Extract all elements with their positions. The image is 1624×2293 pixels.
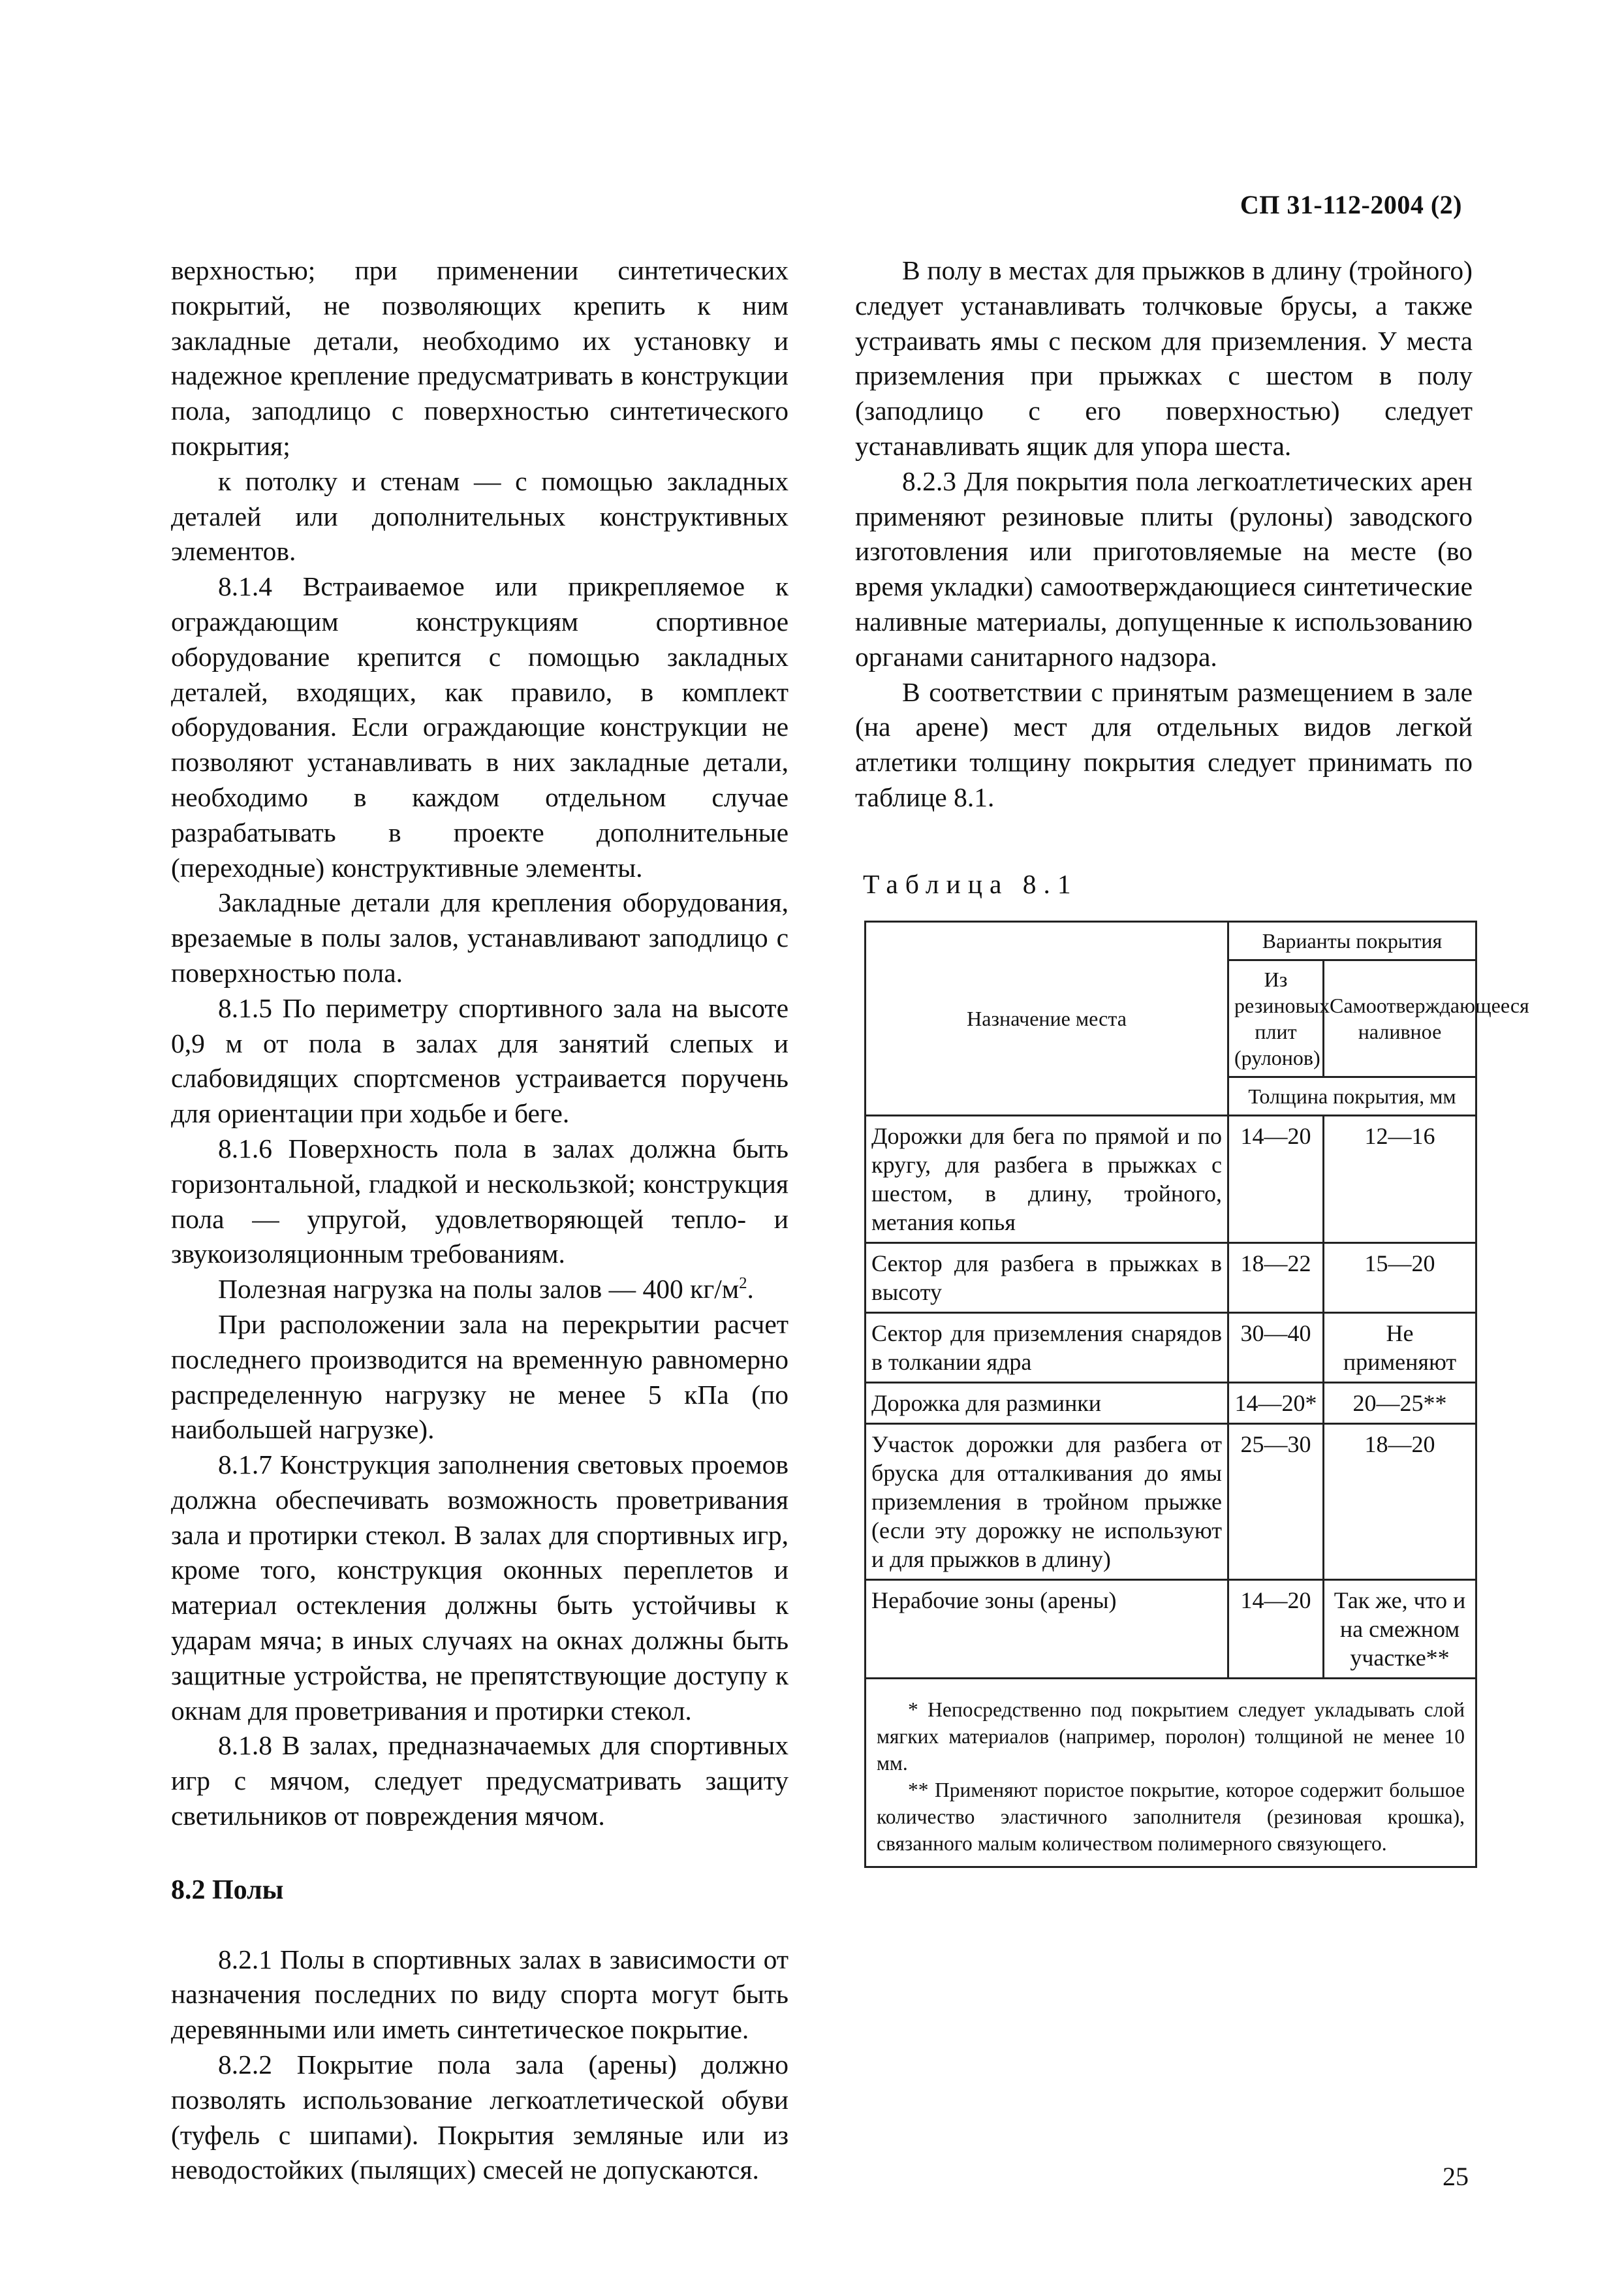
load-superscript: 2 bbox=[739, 1274, 747, 1293]
cell-rubber: 30—40 bbox=[1228, 1313, 1324, 1383]
cell-place: Нерабочие зоны (арены) bbox=[866, 1580, 1228, 1679]
table-row bbox=[866, 1243, 1476, 1313]
load-suffix: . bbox=[747, 1274, 754, 1305]
footnote: * Непосредственно под покрытием следует укладывать слой мягких материалов (например, поролон) толщиной не менее 10 мм. bbox=[877, 1698, 1465, 1775]
header-rubber: Из резиновых плит (рулонов) bbox=[1228, 960, 1324, 1077]
cell-self: Так же, что и на смежном участке** bbox=[1324, 1580, 1476, 1679]
paragraph: 8.1.5 По периметру спортивного зала на высоте 0,9 м от пола в залах для занятий слепых и слабовидящих спортсменов устраивается поручень для ориентации при ходьбе и беге. bbox=[171, 992, 789, 1129]
cell-rubber: 18—22 bbox=[1228, 1243, 1324, 1313]
cell-rubber: 14—20 bbox=[1228, 1116, 1324, 1243]
table-header-row bbox=[866, 922, 1476, 960]
table-row bbox=[866, 1580, 1476, 1679]
page-number: 25 bbox=[1443, 2162, 1469, 2191]
cell-place: Сектор для приземления снарядов в толкании ядра bbox=[866, 1313, 1228, 1383]
paragraph: 8.2.3 Для покрытия пола легкоатлетических арен применяют резиновые плиты (рулоны) заводского изготовления или приготовляемые на месте (во время укладки) самоотверждающиеся синтетические наливные материалы, допущенные к использованию органами санитарного надзора. bbox=[855, 466, 1473, 672]
cell-rubber: 14—20* bbox=[1228, 1383, 1324, 1424]
cell-self: 18—20 bbox=[1324, 1424, 1476, 1580]
header-place: Назначение места bbox=[866, 922, 1228, 1116]
paragraph: 8.1.4 Встраиваемое или прикрепляемое к ограждающим конструкциям спортивное оборудование крепится с помощью закладных деталей, входящих, как правило, в комплект оборудования. Если ограждающие конструкции не позволяют устанавливать в них закладные детали, необходимо в каждом отдельном случае разрабатывать в проекте дополнительные (переходные) конструктивные элементы. bbox=[171, 571, 789, 883]
cell-self: 20—25** bbox=[1324, 1383, 1476, 1424]
cell-place: Участок дорожки для разбега от бруска для отталкивания до ямы приземления в тройном прыжке (если эту дорожку не используют и для прыжков в длину) bbox=[866, 1424, 1228, 1580]
cell-place: Сектор для разбега в прыжках в высоту bbox=[866, 1243, 1228, 1313]
paragraph: В соответствии с принятым размещением в зале (на арене) мест для отдельных видов легкой атлетики толщину покрытия следует принимать по таблице 8.1. bbox=[855, 676, 1473, 812]
paragraph: При расположении зала на перекрытии расчет последнего производится на временную равномерно распределенную нагрузку не менее 5 кПа (по наибольшей нагрузке). bbox=[171, 1308, 789, 1445]
cell-place: Дорожка для разминки bbox=[866, 1383, 1228, 1424]
header-variants: Варианты покрытия bbox=[1228, 922, 1476, 960]
table-row bbox=[866, 1383, 1476, 1424]
paragraph: Закладные детали для крепления оборудования, врезаемые в полы залов, устанавливают заподлицо с поверхностью пола. bbox=[171, 887, 789, 988]
table-row bbox=[866, 1424, 1476, 1580]
load-text: Полезная нагрузка на полы залов — 400 кг/м bbox=[218, 1274, 740, 1305]
cell-self: Не применяют bbox=[1324, 1313, 1476, 1383]
table-row bbox=[866, 1313, 1476, 1383]
coverage-thickness-table bbox=[864, 921, 1529, 1868]
paragraph: 8.1.6 Поверхность пола в залах должна быть горизонтальной, гладкой и нескользкой; конструкция пола — упругой, удовлетворяющей тепло- и звукоизоляционным требованиям. bbox=[171, 1133, 789, 1269]
footnote: ** Применяют пористое покрытие, которое содержит большое количество эластичного заполнителя (резиновая крошка), связанного малым количеством полимерного связующего. bbox=[877, 1779, 1465, 1855]
paragraph: к потолку и стенам — с помощью закладных деталей или дополнительных конструктивных элементов. bbox=[171, 466, 789, 567]
left-column bbox=[171, 253, 789, 2188]
cell-place: Дорожки для бега по прямой и по кругу, для разбега в прыжках с шестом, в длину, тройного, метания копья bbox=[866, 1116, 1228, 1243]
cell-rubber: 14—20 bbox=[1228, 1580, 1324, 1679]
paragraph: 8.2.1 Полы в спортивных залах в зависимости от назначения последних по виду спорта могут быть деревянными или иметь синтетическое покрытие. bbox=[171, 1944, 789, 2045]
header-self-leveling: Самоотверждающееся наливное bbox=[1324, 960, 1476, 1077]
right-column bbox=[855, 253, 1473, 815]
table-row bbox=[866, 1116, 1476, 1243]
cell-self: 15—20 bbox=[1324, 1243, 1476, 1313]
paragraph: 8.1.8 В залах, предназначаемых для спортивных игр с мячом, следует предусматривать защиту светильников от повреждения мячом. bbox=[171, 1730, 789, 1831]
cell-self: 12—16 bbox=[1324, 1116, 1476, 1243]
paragraph: В полу в местах для прыжков в длину (тройного) следует устанавливать толчковые брусы, а также устраивать ямы с песком для приземления. У места приземления при прыжках с шестом в полу (заподлицо с его поверхностью) следует устанавливать ящик для упора шеста. bbox=[855, 255, 1473, 461]
table-notes-row bbox=[866, 1679, 1476, 1867]
table-notes bbox=[866, 1679, 1476, 1867]
paragraph: 8.2.2 Покрытие пола зала (арены) должно позволять использование легкоатлетической обуви (туфель с шипами). Покрытия земляные или из неводостойких (пылящих) смесей не допускаются. bbox=[171, 2049, 789, 2185]
cell-rubber: 25—30 bbox=[1228, 1424, 1324, 1580]
section-heading: 8.2 Полы bbox=[171, 1874, 284, 1905]
paragraph: 8.1.7 Конструкция заполнения световых проемов должна обеспечивать возможность проветривания зала и протирки стекол. В залах для спортивных игр, кроме того, конструкция оконных переплетов и материал остекления должны быть устойчивы к ударам мяча; в иных случаях на окнах должны быть защитные устройства, не препятствующие доступу к окнам для проветривания и протирки стекол. bbox=[171, 1449, 789, 1726]
paragraph: верхностью; при применении синтетических покрытий, не позволяющих крепить к ним закладные детали, необходимо их установку и надежное крепление предусматривать в конструкции пола, заподлицо с поверхностью синтетического покрытия; bbox=[171, 255, 789, 461]
load-paragraph bbox=[171, 1272, 789, 1307]
document-code: СП 31-112-2004 (2) bbox=[1240, 190, 1462, 219]
header-thickness: Толщина покрытия, мм bbox=[1228, 1077, 1476, 1116]
table-caption: Таблица 8.1 bbox=[863, 869, 1078, 899]
